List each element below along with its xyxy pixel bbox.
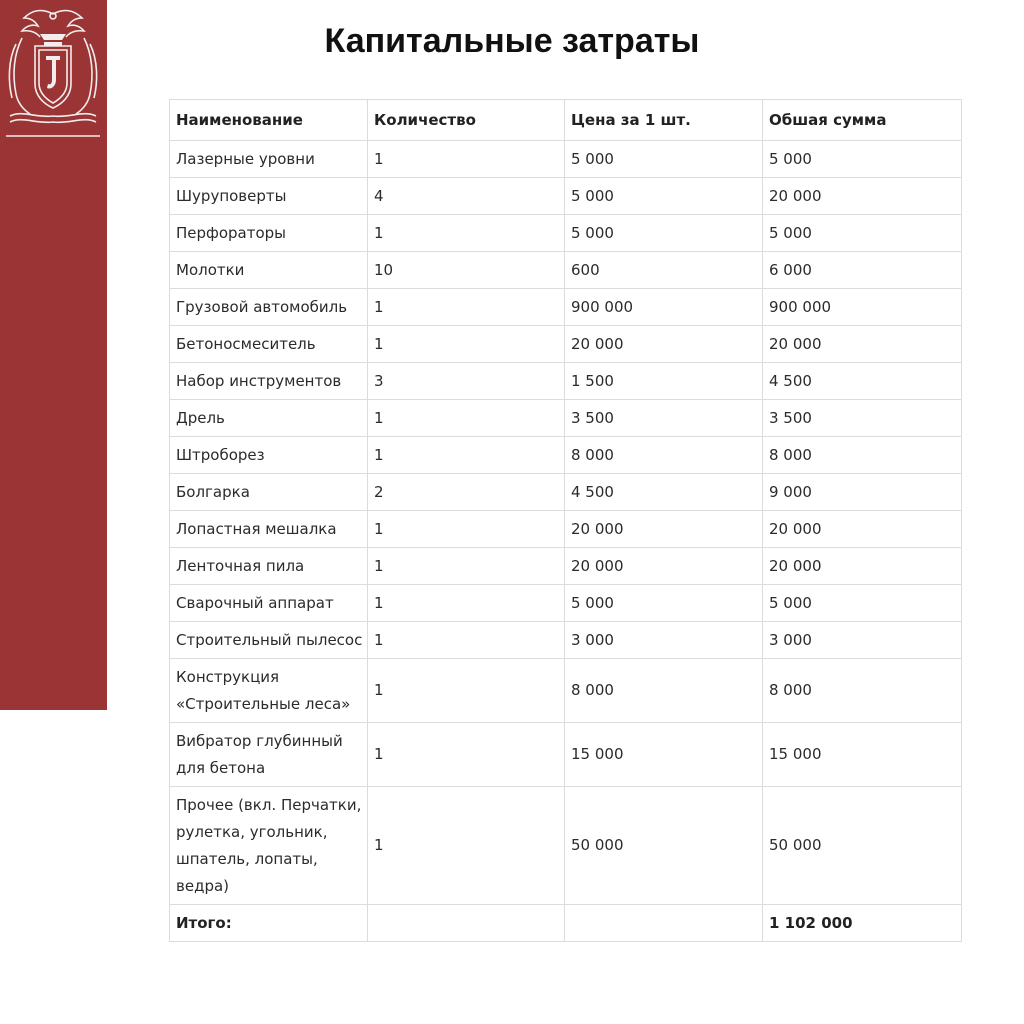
cell-price: 3 500 bbox=[565, 400, 763, 437]
header-total: Обшая сумма bbox=[763, 100, 962, 141]
table-row bbox=[170, 178, 962, 215]
table-row bbox=[170, 787, 962, 905]
cell-name: Строительный пылесос bbox=[170, 622, 368, 659]
table-row bbox=[170, 723, 962, 787]
side-band bbox=[0, 0, 107, 710]
total-price bbox=[565, 905, 763, 942]
cell-name: Ленточная пила bbox=[170, 548, 368, 585]
cell-total: 5 000 bbox=[763, 585, 962, 622]
cell-quantity: 1 bbox=[368, 141, 565, 178]
cell-quantity: 1 bbox=[368, 787, 565, 905]
cell-total: 5 000 bbox=[763, 215, 962, 252]
cell-name: Бетоносмеситель bbox=[170, 326, 368, 363]
total-label: Итого: bbox=[170, 905, 368, 942]
cell-price: 5 000 bbox=[565, 141, 763, 178]
cell-price: 5 000 bbox=[565, 215, 763, 252]
header-unit-price: Цена за 1 шт. bbox=[565, 100, 763, 141]
cell-name: Молотки bbox=[170, 252, 368, 289]
cell-quantity: 1 bbox=[368, 659, 565, 723]
cell-price: 600 bbox=[565, 252, 763, 289]
table-row bbox=[170, 511, 962, 548]
table-row bbox=[170, 363, 962, 400]
cell-price: 4 500 bbox=[565, 474, 763, 511]
table-row bbox=[170, 585, 962, 622]
cell-total: 8 000 bbox=[763, 437, 962, 474]
table-row bbox=[170, 548, 962, 585]
table-row bbox=[170, 659, 962, 723]
cell-price: 1 500 bbox=[565, 363, 763, 400]
table-row bbox=[170, 474, 962, 511]
page-title: Капитальные затраты bbox=[324, 22, 700, 60]
cell-price: 5 000 bbox=[565, 585, 763, 622]
cell-name: Перфораторы bbox=[170, 215, 368, 252]
table-row bbox=[170, 252, 962, 289]
cell-quantity: 1 bbox=[368, 723, 565, 787]
cell-name: Болгарка bbox=[170, 474, 368, 511]
cell-name: Набор инструментов bbox=[170, 363, 368, 400]
cell-quantity: 1 bbox=[368, 548, 565, 585]
cell-quantity: 1 bbox=[368, 437, 565, 474]
table-row bbox=[170, 289, 962, 326]
cell-name: Сварочный аппарат bbox=[170, 585, 368, 622]
cell-total: 15 000 bbox=[763, 723, 962, 787]
cell-price: 5 000 bbox=[565, 178, 763, 215]
header-quantity: Количество bbox=[368, 100, 565, 141]
cell-total: 20 000 bbox=[763, 326, 962, 363]
cell-price: 20 000 bbox=[565, 326, 763, 363]
cell-name: Дрель bbox=[170, 400, 368, 437]
cell-name: Прочее (вкл. Перчатки, рулетка, угольник, шпатель, лопаты, ведра) bbox=[170, 787, 368, 905]
cell-total: 5 000 bbox=[763, 141, 962, 178]
capital-costs-table bbox=[169, 99, 962, 942]
cell-price: 8 000 bbox=[565, 659, 763, 723]
cell-total: 20 000 bbox=[763, 511, 962, 548]
cell-total: 20 000 bbox=[763, 178, 962, 215]
cell-total: 8 000 bbox=[763, 659, 962, 723]
cell-quantity: 1 bbox=[368, 215, 565, 252]
cell-quantity: 1 bbox=[368, 511, 565, 548]
table-header-row bbox=[170, 100, 962, 141]
cell-quantity: 4 bbox=[368, 178, 565, 215]
table-row bbox=[170, 215, 962, 252]
cell-name: Штроборез bbox=[170, 437, 368, 474]
cell-price: 900 000 bbox=[565, 289, 763, 326]
cell-total: 900 000 bbox=[763, 289, 962, 326]
cell-total: 50 000 bbox=[763, 787, 962, 905]
cell-quantity: 1 bbox=[368, 326, 565, 363]
table-row bbox=[170, 437, 962, 474]
table-total-row bbox=[170, 905, 962, 942]
cell-quantity: 2 bbox=[368, 474, 565, 511]
cell-total: 20 000 bbox=[763, 548, 962, 585]
cell-name: Вибратор глубинный для бетона bbox=[170, 723, 368, 787]
cell-quantity: 1 bbox=[368, 289, 565, 326]
cell-total: 3 000 bbox=[763, 622, 962, 659]
total-sum: 1 102 000 bbox=[763, 905, 962, 942]
cell-quantity: 10 bbox=[368, 252, 565, 289]
cell-total: 9 000 bbox=[763, 474, 962, 511]
table-row bbox=[170, 326, 962, 363]
cell-price: 50 000 bbox=[565, 787, 763, 905]
cell-price: 8 000 bbox=[565, 437, 763, 474]
table-row bbox=[170, 141, 962, 178]
total-quantity bbox=[368, 905, 565, 942]
cell-quantity: 3 bbox=[368, 363, 565, 400]
cell-price: 3 000 bbox=[565, 622, 763, 659]
cell-total: 3 500 bbox=[763, 400, 962, 437]
cell-total: 6 000 bbox=[763, 252, 962, 289]
cell-quantity: 1 bbox=[368, 622, 565, 659]
cell-price: 20 000 bbox=[565, 548, 763, 585]
table-row bbox=[170, 400, 962, 437]
cell-price: 20 000 bbox=[565, 511, 763, 548]
table-row bbox=[170, 622, 962, 659]
cell-price: 15 000 bbox=[565, 723, 763, 787]
cell-name: Шуруповерты bbox=[170, 178, 368, 215]
cell-total: 4 500 bbox=[763, 363, 962, 400]
cell-name: Лазерные уровни bbox=[170, 141, 368, 178]
header-name: Наименование bbox=[170, 100, 368, 141]
cell-name: Конструкция «Строительные леса» bbox=[170, 659, 368, 723]
cell-name: Грузовой автомобиль bbox=[170, 289, 368, 326]
cell-quantity: 1 bbox=[368, 585, 565, 622]
cell-name: Лопастная мешалка bbox=[170, 511, 368, 548]
cell-quantity: 1 bbox=[368, 400, 565, 437]
